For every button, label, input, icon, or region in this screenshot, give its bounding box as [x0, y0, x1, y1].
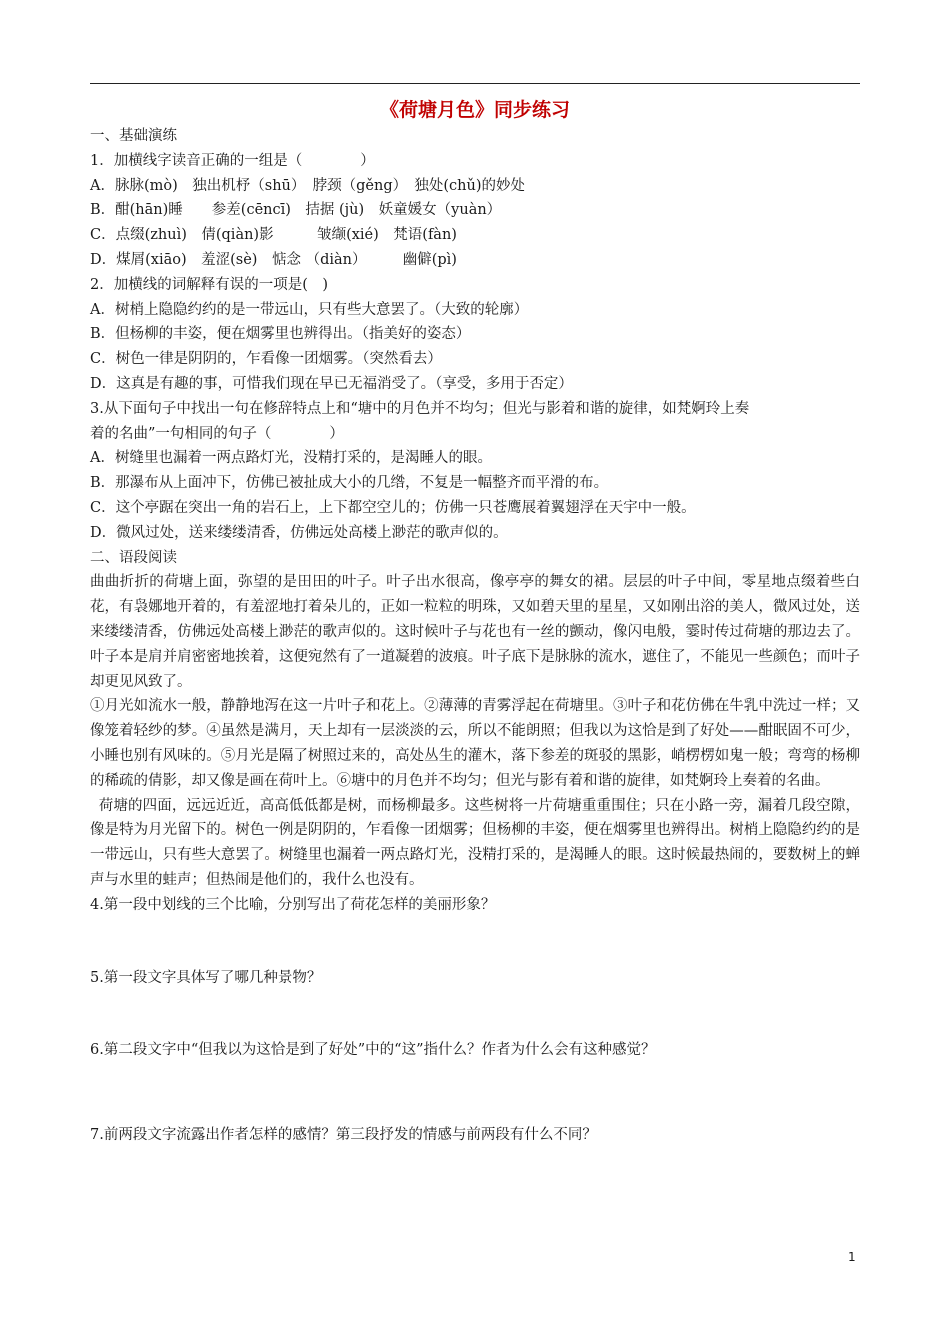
passage-paragraph-2: ①月光如流水一般，静静地泻在这一片叶子和花上。②薄薄的青雾浮起在荷塘里。③叶子和花仿佛在牛乳中洗过一样；又像笼着轻纱的梦。④虽然是满月，天上却有一层淡淡的云，所以不能朗照；但我以为这恰是到了好处——酣眠固不可少，小睡也别有风味的。⑤月光是隔了树照过来的，高处丛生的灌木，落下参差的斑驳的黑影，峭楞楞如鬼一般；弯弯的杨柳的稀疏的倩影，却又像是画在荷叶上。⑥塘中的月色并不均匀；但光与影有着和谐的旋律，如梵婀玲上奏着的名曲。 — [90, 698, 860, 789]
q2-option-a: A．树梢上隐隐约约的是一带远山，只有些大意罢了。（大致的轮廓） — [90, 301, 529, 318]
q3-option-c: C．这个亭踞在突出一角的岩石上，上下都空空儿的；仿佛一只苍鹰展着翼翅浮在天宇中一般。 — [90, 499, 696, 516]
document-body — [90, 124, 860, 1148]
q3-option-b: B．那瀑布从上面冲下，仿佛已被扯成大小的几绺，不复是一幅整齐而平滑的布。 — [90, 475, 609, 492]
q1-option-c: C．点缀(zhuì) 倩(qiàn)影 皱缬(xié) 梵语(fàn) — [90, 227, 457, 244]
question-6: 6.第二段文字中“但我以为这恰是到了好处”中的“这”指什么？作者为什么会有这种感觉？ — [90, 1042, 656, 1059]
question-4: 4.第一段中划线的三个比喻，分别写出了荷花怎样的美丽形象？ — [90, 896, 496, 913]
q2-option-d: D．这真是有趣的事，可惜我们现在早已无福消受了。（享受，多用于否定） — [90, 375, 573, 392]
question-7: 7.前两段文字流露出作者怎样的感情？第三段抒发的情感与前两段有什么不同？ — [90, 1127, 597, 1144]
q2-stem: 2．加横线的词解释有误的一项是( ) — [90, 276, 329, 293]
q3-stem-line1: 3.从下面句子中找出一句在修辞特点上和“塘中的月色并不均匀；但光与影着和谐的旋律，如梵婀玲上奏 — [90, 400, 750, 417]
answer-space-5 — [90, 990, 860, 1038]
answer-space-4 — [90, 918, 860, 966]
q2-option-c: C．树色一律是阴阴的，乍看像一团烟雾。（突然看去） — [90, 351, 442, 368]
question-5: 5.第一段文字具体写了哪几种景物？ — [90, 969, 322, 986]
q3-stem-line2: 着的名曲”一句相同的句子（ ） — [90, 425, 344, 442]
q1-option-d: D．煤屑(xiāo) 羞涩(sè) 惦念 （diàn） 幽僻(pì) — [90, 251, 457, 268]
q1-option-a: A．脉脉(mò) 独出机杼（shū） 脖颈（gěng） 独处(chǔ)的妙处 — [90, 177, 525, 194]
q1-option-b: B．酣(hān)睡 参差(cēncī) 拮据 (jù) 妖童媛女（yuàn） — [90, 202, 502, 219]
section-heading-basics: 一、基础演练 — [90, 128, 177, 144]
q3-option-d: D．微风过处，送来缕缕清香，仿佛远处高楼上渺茫的歌声似的。 — [90, 524, 508, 541]
q2-option-b: B．但杨柳的丰姿，便在烟雾里也辨得出。（指美好的姿态） — [90, 326, 471, 343]
page-title: 《荷塘月色》同步练习 — [379, 99, 570, 121]
passage-paragraph-3: 荷塘的四面，远远近近，高高低低都是树，而杨柳最多。这些树将一片荷塘重重围住；只在小路一旁，漏着几段空隙，像是特为月光留下的。树色一例是阴阴的，乍看像一团烟雾；但杨柳的丰姿，便在烟雾里也辨得出。树梢上隐隐约约的是一带远山，只有些大意罢了。树缝里也漏着一两点路灯光，没精打采的，是渴睡人的眼。这时候最热闹的，要数树上的蝉声与水里的蛙声；但热闹是他们的，我什么也没有。 — [90, 797, 860, 888]
page-number: 1 — [848, 1250, 856, 1264]
section-heading-reading: 二、语段阅读 — [90, 549, 177, 566]
q1-stem: 1．加横线字读音正确的一组是（ ） — [90, 152, 375, 169]
passage-paragraph-1: 曲曲折折的荷塘上面，弥望的是田田的叶子。叶子出水很高，像亭亭的舞女的裙。层层的叶子中间，零星地点缀着些白花，有袅娜地开着的，有羞涩地打着朵儿的，正如一粒粒的明珠，又如碧天里的星星，又如刚出浴的美人，微风过处，送来缕缕清香，仿佛远处高楼上渺茫的歌声似的。这时候叶子与花也有一丝的颤动，像闪电般，霎时传过荷塘的那边去了。叶子本是肩并肩密密地挨着，这便宛然有了一道凝碧的波痕。叶子底下是脉脉的流水，遮住了，不能见一些颜色；而叶子却更见风致了。 — [90, 574, 860, 690]
q3-option-a: A．树缝里也漏着一两点路灯光，没精打采的，是渴睡人的眼。 — [90, 450, 492, 467]
answer-space-6 — [90, 1063, 860, 1123]
header-rule — [90, 83, 860, 84]
